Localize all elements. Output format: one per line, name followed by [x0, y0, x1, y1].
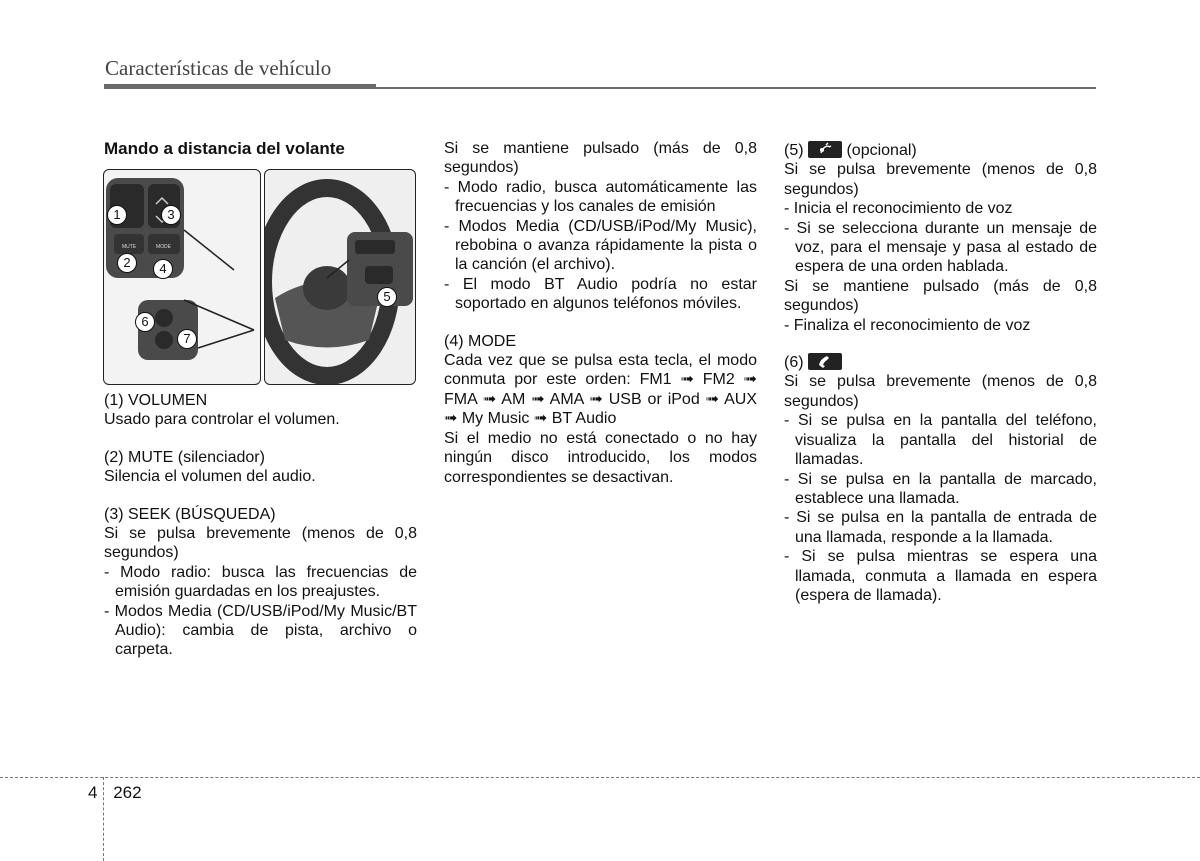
callout-7: 7: [177, 329, 197, 349]
mode-button-label: MODE: [156, 244, 171, 250]
call-title: [784, 353, 1097, 372]
page-number-value: 262: [113, 783, 142, 802]
steering-wheel-figure: [103, 169, 417, 385]
callout-6: 6: [135, 312, 155, 332]
mute-title: (2) MUTE (silenciador): [104, 448, 265, 466]
volume-text: Usado para controlar el volumen.: [104, 411, 340, 429]
mode-title: (4) MODE: [444, 332, 516, 350]
header-rule-thick: [104, 84, 376, 89]
seek-item-radio: - Modo radio: busca las frecuencias de emisión guardadas en los preajustes.: [104, 563, 417, 601]
call-title-prefix: (6): [784, 354, 804, 372]
mode-text-2: Si el medio no está conectado o no hay ningún disco introducido, los modos correspondientes se desactivan.: [444, 429, 757, 486]
call-item-dial: - Si se pulsa en la pantalla de marcado, establece una llamada.: [784, 470, 1097, 507]
voice-hold-line2: segundos): [784, 297, 859, 315]
seek-text-line1: Si se pulsa brevemente (menos de 0,8: [104, 525, 417, 543]
voice-title: [784, 141, 1097, 160]
seek-text-line2: segundos): [104, 544, 179, 562]
voice-item-start: - Inicia el reconocimiento de voz: [784, 200, 1013, 218]
volume-title: (1) VOLUMEN: [104, 392, 208, 409]
page-header-title: Características de vehículo: [105, 56, 332, 80]
hold-text-line1: Si se mantiene pulsado (más de 0,8: [444, 140, 757, 157]
column-1: [104, 391, 417, 660]
mode-text: Cada vez que se pulsa esta tecla, el modo conmuta por este orden: FM1 ➟ FM2 ➟ FMA ➟ AM ➟ AMA ➟ USB or iPod ➟ AUX ➟ My Music ➟ BT Audio: [444, 352, 757, 428]
callout-1: 1: [107, 205, 127, 225]
section-heading: Mando a distancia del volante: [104, 139, 345, 158]
figure-left-panel: [103, 169, 261, 385]
voice-title-suffix: (opcional): [846, 142, 917, 159]
figure-right-panel: [264, 169, 416, 385]
column-3: [784, 141, 1097, 605]
callout-2: 2: [117, 253, 137, 273]
call-short-line1: Si se pulsa brevemente (menos de 0,8: [784, 373, 1097, 391]
voice-item-end: - Finaliza el reconocimiento de voz: [784, 316, 1031, 334]
column-2: [444, 139, 757, 487]
hold-item-radio: - Modo radio, busca automáticamente las frecuencias y los canales de emisión: [444, 178, 757, 216]
callout-5: 5: [377, 287, 397, 307]
chapter-number: 4: [88, 783, 98, 802]
voice-short-line1: Si se pulsa brevemente (menos de 0,8: [784, 161, 1097, 179]
footer-dashed-rule: [0, 777, 1200, 778]
phone-button-icon: [808, 353, 842, 370]
voice-button-icon: [808, 141, 842, 158]
voice-title-prefix: (5): [784, 142, 804, 159]
call-short-line2: segundos): [784, 392, 859, 410]
call-item-history: - Si se pulsa en la pantalla del teléfono, visualiza la pantalla del historial de llamadas.: [784, 412, 1097, 469]
hold-item-bt: - El modo BT Audio podría no estar soportado en algunos teléfonos móviles.: [444, 275, 757, 313]
hold-text-line2: segundos): [444, 159, 519, 177]
call-item-waiting: - Si se pulsa mientras se espera una llamada, conmuta a llamada en espera (espera de llamada).: [784, 548, 1097, 604]
voice-short-line2: segundos): [784, 180, 859, 198]
seek-title: (3) SEEK (BÚSQUEDA): [104, 505, 276, 523]
seek-item-media: - Modos Media (CD/USB/iPod/My Music/BT Audio): cambia de pista, archivo o carpeta.: [104, 602, 417, 659]
mute-text: Silencia el volumen del audio.: [104, 468, 316, 486]
hold-item-media: - Modos Media (CD/USB/iPod/My Music), rebobina o avanza rápidamente la pista o la canción (el archivo).: [444, 217, 757, 274]
callout-3: 3: [161, 205, 181, 225]
callout-4: 4: [153, 259, 173, 279]
mute-button-label: MUTE: [122, 244, 137, 250]
header-rule-thin: [376, 87, 1096, 89]
voice-item-stop-message: - Si se selecciona durante un mensaje de voz, para el mensaje y pasa al estado de espera de una orden hablada.: [784, 219, 1097, 276]
voice-hold-line1: Si se mantiene pulsado (más de 0,8: [784, 277, 1097, 295]
page-number: [88, 783, 142, 803]
call-item-answer: - Si se pulsa en la pantalla de entrada de una llamada, responde a la llamada.: [784, 509, 1097, 546]
